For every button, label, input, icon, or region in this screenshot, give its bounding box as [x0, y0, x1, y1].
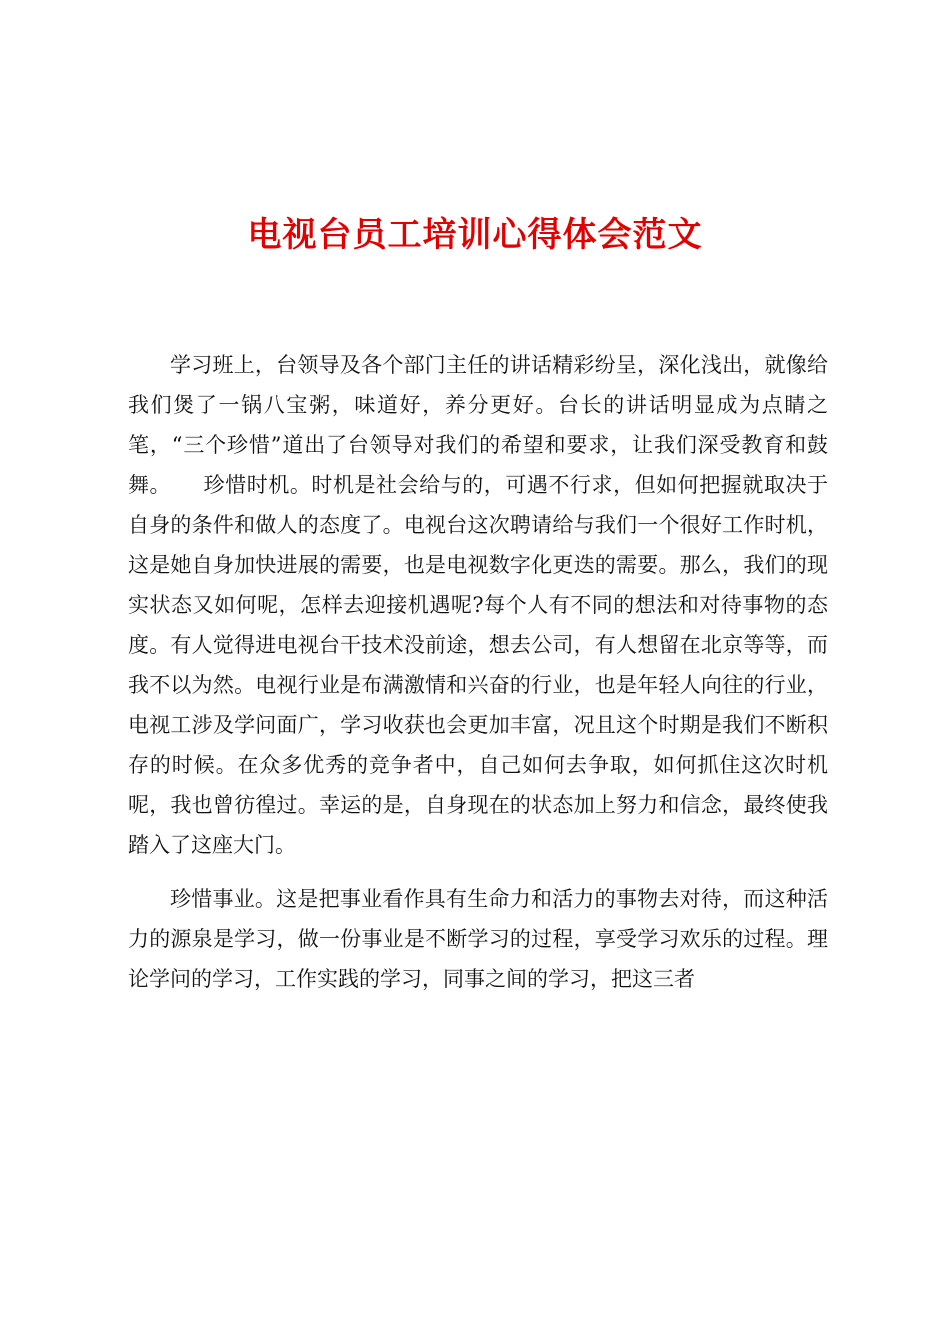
paragraph-2: 珍惜事业。这是把事业看作具有生命力和活力的事物去对待，而这种活力的源泉是学习，做一份事业是不断学习的过程，享受学习欢乐的过程。理论学问的学习，工作实践的学习，同事之间的学习，把这三者	[128, 887, 828, 991]
paragraph-1: 学习班上，台领导及各个部门主任的讲话精彩纷呈，深化浅出，就像给我们煲了一锅八宝粥，味道好，养分更好。台长的讲话明显成为点睛之笔，“三个珍惜”道出了台领导对我们的希望和要求，让我们深受教育和鼓舞。 珍惜时机。时机是社会给与的，可遇不行求，但如何把握就取决于自身的条件和做人的态度了。电视台这次聘请给与我们一个很好工作时机，这是她自身加快进展的需要，也是电视数字化更迭的需要。那么，我们的现实状态又如何呢，怎样去迎接机遇呢?每个人有不同的想法和对待事物的态度。有人觉得进电视台干技术没前途，想去公司，有人想留在北京等等，而我不以为然。电视行业是布满激情和兴奋的行业，也是年轻人向往的行业，电视工涉及学问面广，学习收获也会更加丰富，况且这个时期是我们不断积存的时候。在众多优秀的竞争者中，自己如何去争取，如何抓住这次时机呢，我也曾彷徨过。幸运的是，自身现在的状态加上努力和信念，最终使我踏入了这座大门。	[128, 353, 828, 857]
document-body	[128, 345, 828, 999]
document-title: 电视台员工培训心得体会范文	[247, 215, 703, 255]
